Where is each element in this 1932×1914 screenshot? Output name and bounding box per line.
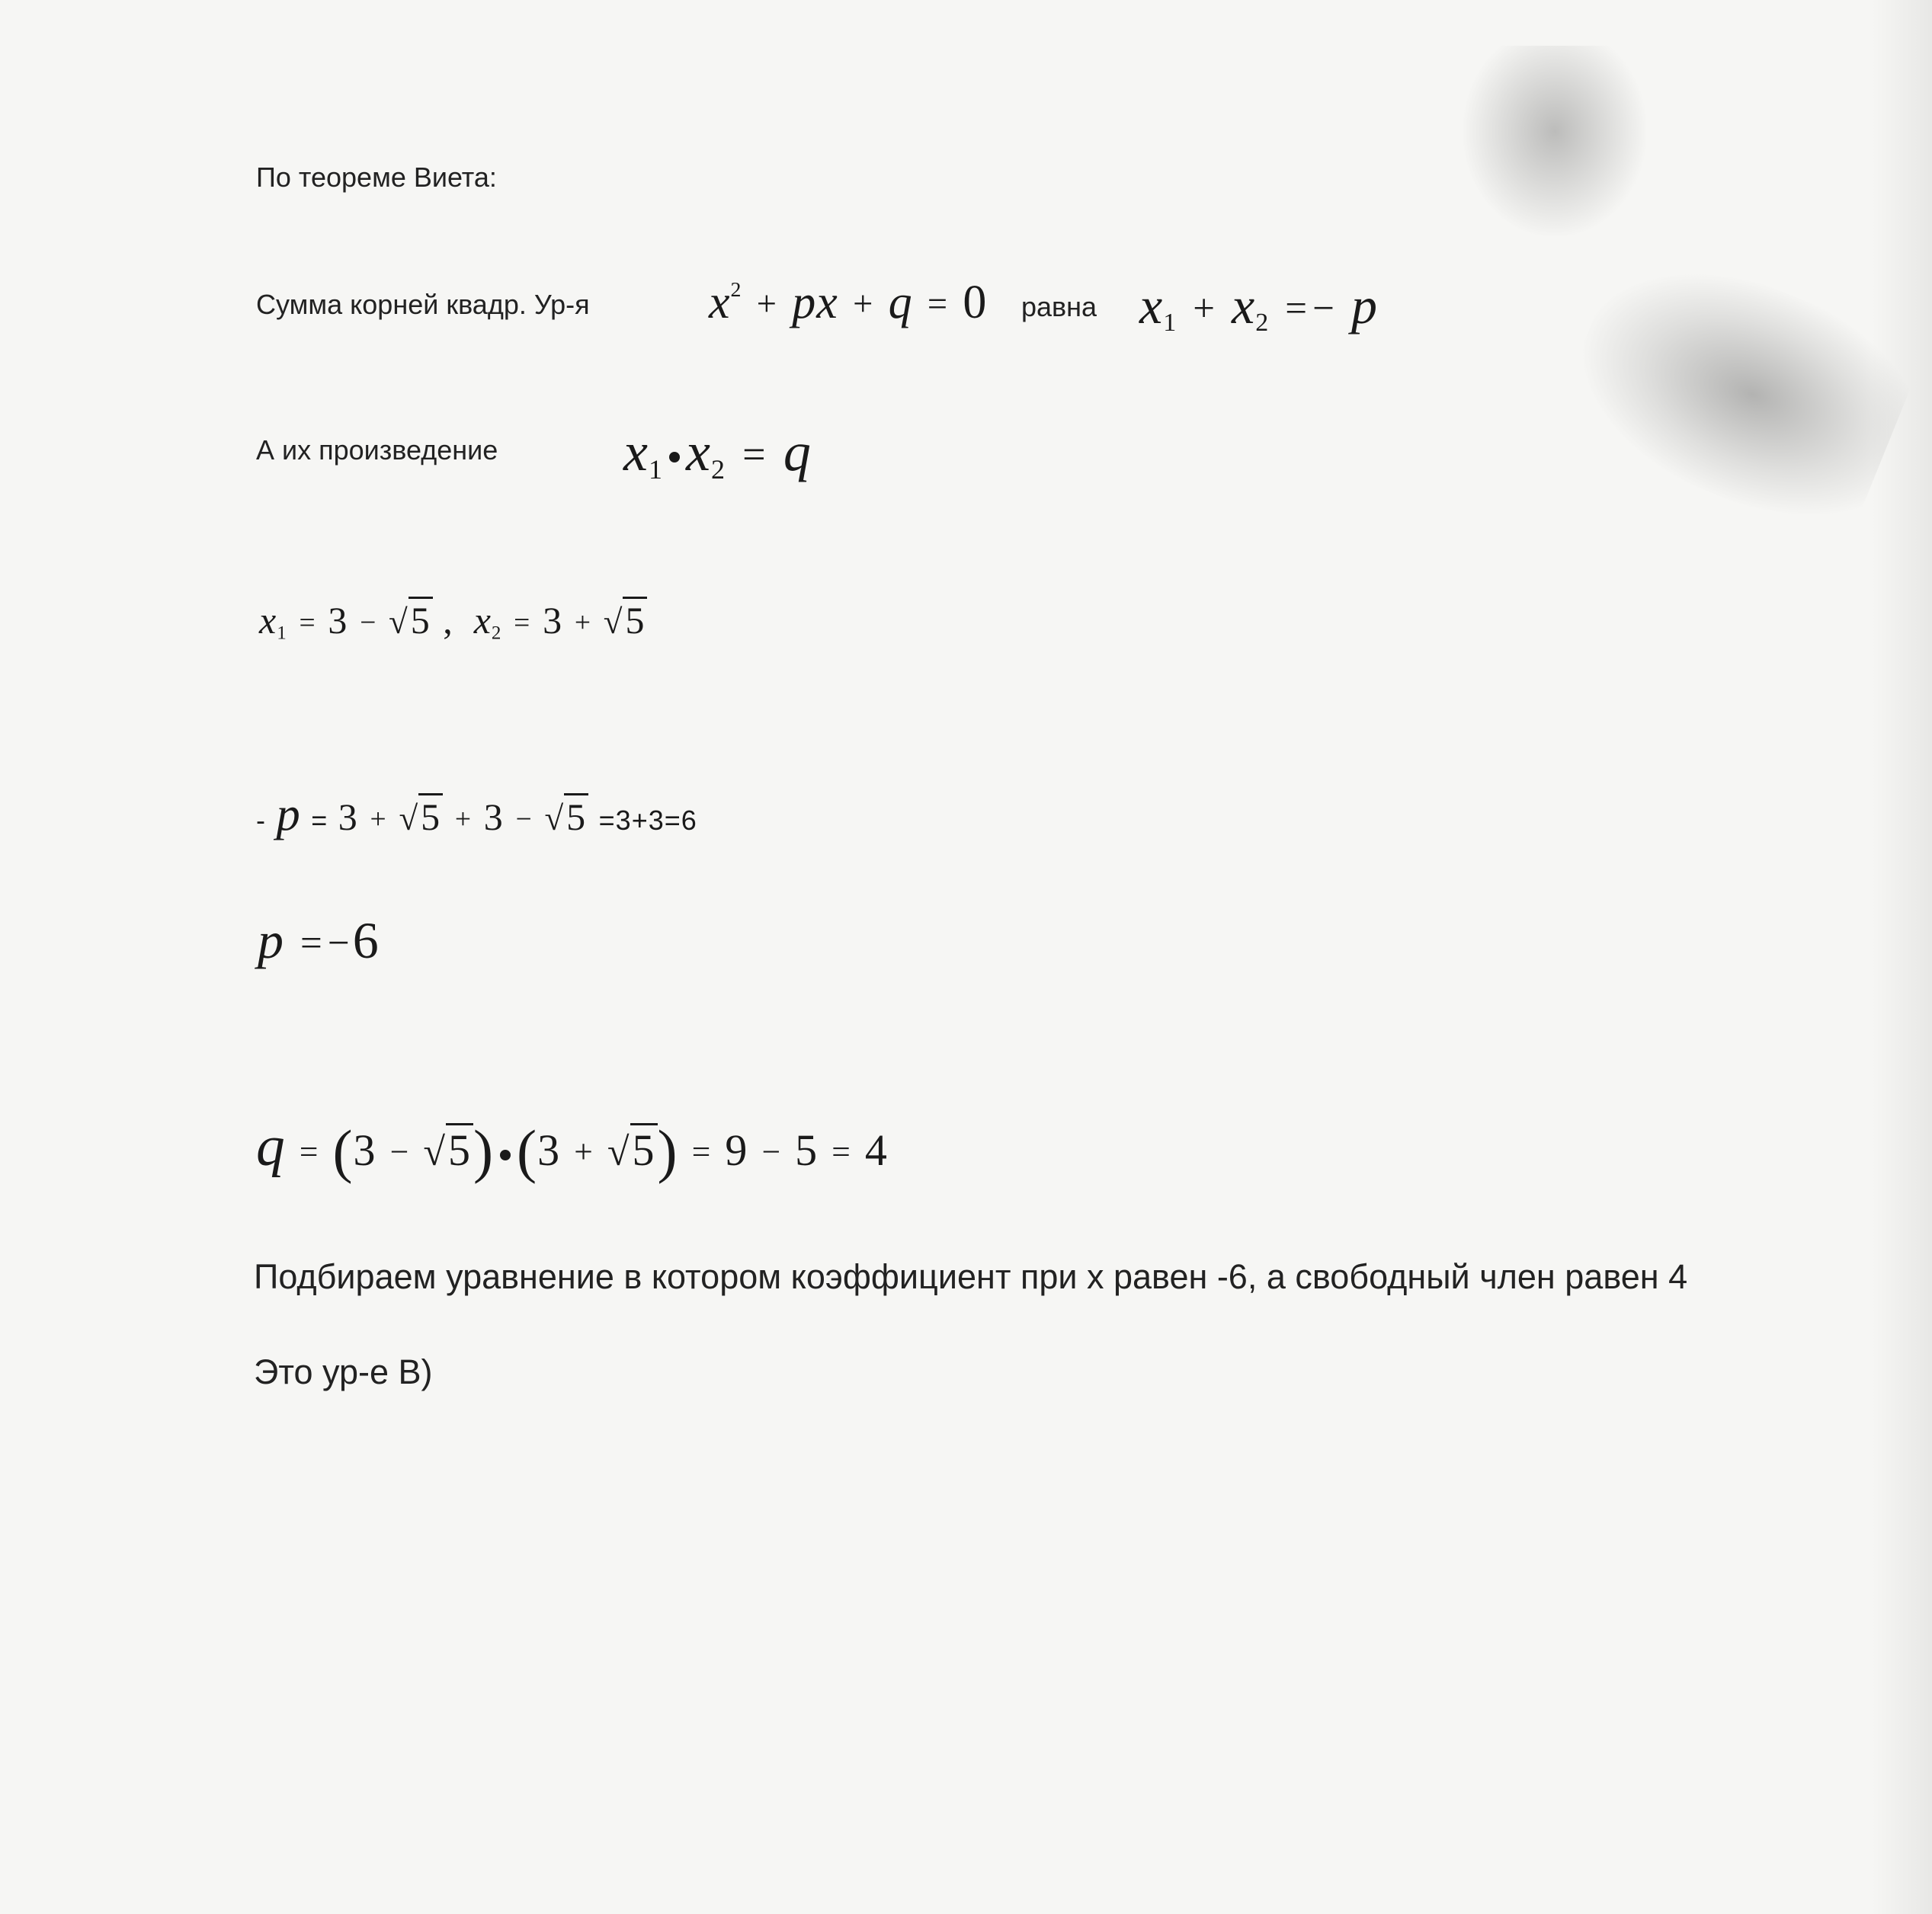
conclusion-text: Это ур-е В) bbox=[254, 1352, 433, 1391]
formula-product-of-roots: $x_1$ $x_2 = q$ bbox=[623, 421, 812, 485]
formula-p-result: p = −6 bbox=[258, 911, 380, 969]
ravna-text: равна bbox=[1021, 291, 1097, 322]
sum-label: Сумма корней квадр. Ур-я bbox=[256, 289, 590, 320]
formula-roots-values: $x_1 = 3 - √5$ , $x_2 = 3 + √5$ bbox=[259, 598, 647, 645]
formula-quadratic-equation: $x^2$ + px + q = 0 bbox=[709, 277, 988, 328]
intro-text: По теореме Виета: bbox=[256, 162, 497, 193]
formula-q-calculation: q = (3 − √5) (3 + √5) = 9 − 5 = 4 bbox=[256, 1115, 888, 1184]
explanation-paragraph: Подбираем уравнение в котором коэффициент при x равен -6, а свободный член равен 4 bbox=[254, 1257, 1688, 1296]
paper-edge-shadow bbox=[1871, 0, 1932, 1914]
scan-smudge bbox=[1463, 46, 1646, 236]
multiplication-dot bbox=[669, 452, 680, 462]
scan-smudge bbox=[1549, 230, 1926, 548]
formula-sum-of-roots: $x_1 + x_2$ = − p bbox=[1139, 277, 1378, 338]
product-label: А их произведение bbox=[256, 434, 498, 466]
formula-minus-p-calculation: - p = 3 + √5 + 3 − √5 =3+3=6 bbox=[256, 787, 697, 840]
multiplication-dot bbox=[500, 1150, 511, 1160]
